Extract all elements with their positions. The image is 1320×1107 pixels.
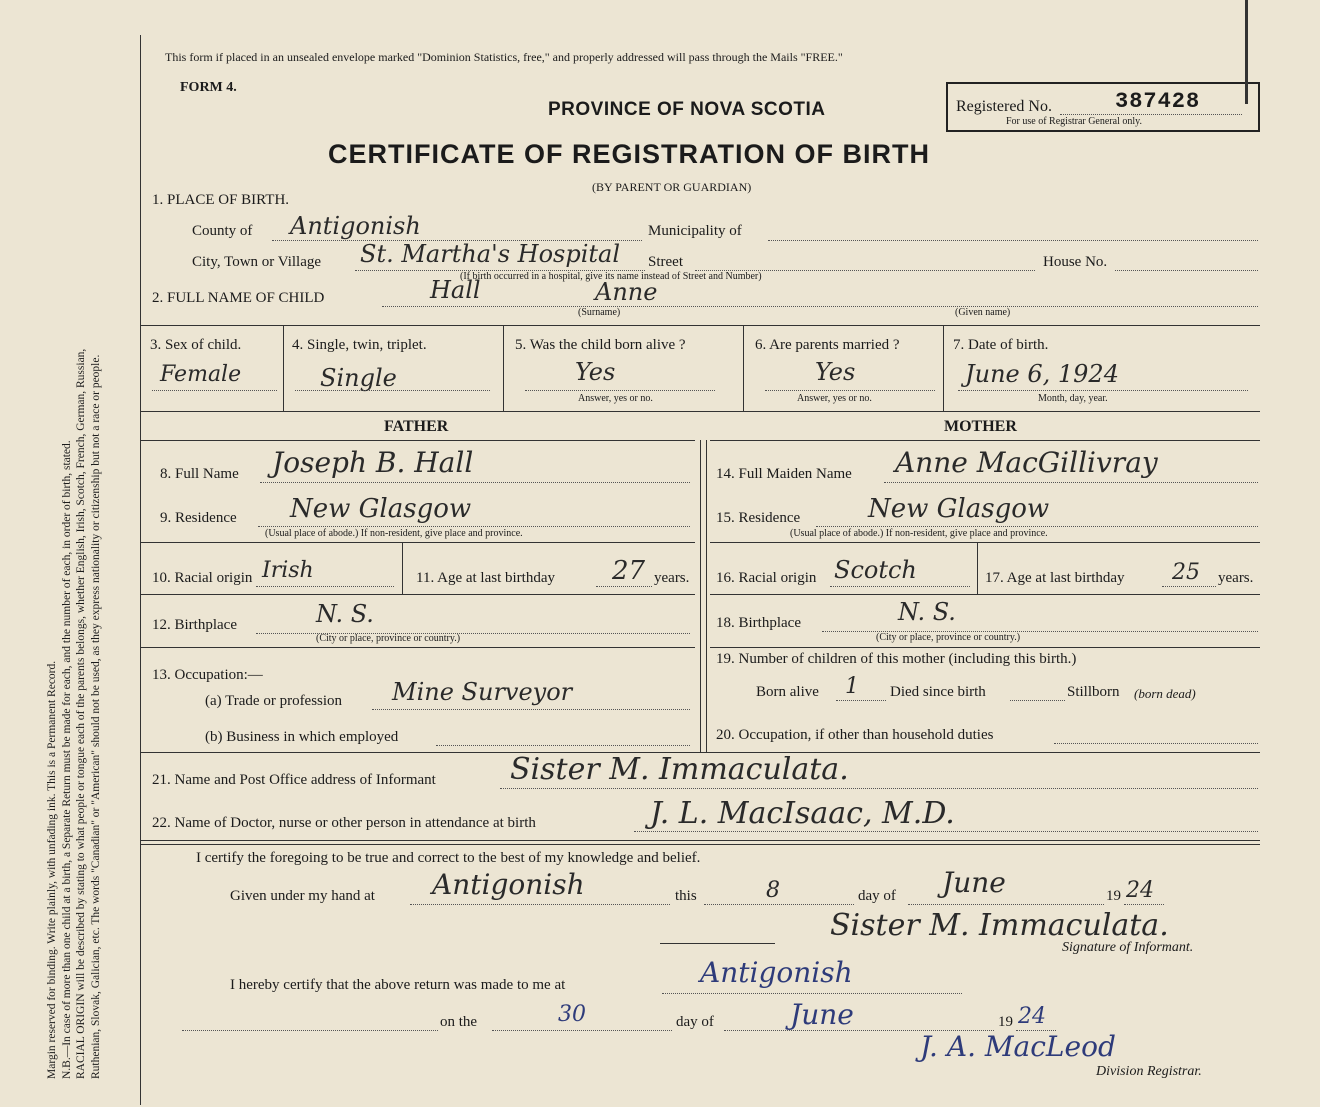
divider-3-4: [283, 326, 284, 411]
sex-label: 3. Sex of child.: [150, 337, 242, 353]
informant-dots: [500, 788, 1258, 789]
sex-dots: [152, 390, 277, 391]
business-dots: [436, 745, 690, 746]
left-border: [140, 35, 141, 1105]
mother-residence-note: (Usual place of abode.) If non-resident, give place and province.: [790, 528, 1048, 539]
doctor-dots: [634, 831, 1258, 832]
registrar-day-dots: [492, 1030, 672, 1031]
mother-name-dots: [884, 482, 1258, 483]
month-dots: [908, 904, 1104, 905]
given-place-value: Antigonish: [432, 868, 585, 901]
given-note: (Given name): [955, 307, 1011, 318]
parents-married-dots: [765, 390, 935, 391]
registrar-year-value: 24: [1018, 1004, 1046, 1029]
child-name-dots: [382, 306, 1258, 307]
place-of-birth-label: 1. PLACE OF BIRTH.: [152, 192, 290, 208]
father-race-label: 10. Racial origin: [152, 570, 253, 586]
father-birthplace-value: N. S.: [316, 600, 374, 628]
hospital-note: (If birth occurred in a hospital, give its name instead of Street and Number): [460, 271, 762, 282]
father-age-label: 11. Age at last birthday: [416, 570, 555, 586]
municipality-label: Municipality of: [648, 223, 742, 239]
mother-age-label: 17. Age at last birthday: [985, 570, 1125, 586]
county-value: Antigonish: [290, 212, 421, 240]
father-race-age-divider: [402, 543, 403, 594]
page-title: CERTIFICATE OF REGISTRATION OF BIRTH: [328, 139, 930, 169]
child-surname: Hall: [430, 276, 481, 304]
plurality-dots: [295, 390, 490, 391]
certify-year-value: 24: [1126, 878, 1154, 903]
stillborn-label: Stillborn: [1067, 684, 1120, 700]
divider-5-6: [743, 326, 744, 411]
father-birthplace-label: 12. Birthplace: [152, 617, 237, 633]
doctor-label: 22. Name of Doctor, nurse or other person in attendance at birth: [152, 815, 536, 831]
registrar-statement: I hereby certify that the above return was made to me at: [230, 977, 566, 993]
mother-age-dots: [1162, 586, 1216, 587]
registrar-signature: J. A. MacLeod: [920, 1030, 1116, 1063]
rule-before-certify-2: [140, 844, 1260, 845]
father-race-value: Irish: [262, 558, 314, 583]
informant-label: 21. Name and Post Office address of Informant: [152, 772, 436, 788]
father-residence-value: New Glasgow: [290, 494, 472, 524]
died-dots: [1010, 700, 1065, 701]
father-residence-dots: [258, 526, 690, 527]
born-alive-count-label: Born alive: [756, 684, 819, 700]
father-birthplace-note: (City or place, province or country.): [316, 633, 461, 644]
informant-signature-label: Signature of Informant.: [1062, 940, 1194, 955]
registrar-place-value: Antigonish: [700, 956, 853, 989]
mother-age-value: 25: [1172, 560, 1200, 585]
business-label: (b) Business in which employed: [205, 729, 399, 745]
father-rule-1: [140, 440, 695, 441]
rule-after-name: [140, 325, 1260, 326]
postal-note: This form if placed in an unsealed envelope marked "Dominion Statistics, free," and properly addressed will pass through the Mails "FREE.": [165, 50, 843, 64]
dob-note: Month, day, year.: [1038, 393, 1108, 404]
mother-birthplace-value: N. S.: [898, 598, 956, 626]
stillborn-note: (born dead): [1134, 686, 1196, 701]
trade-value: Mine Surveyor: [392, 678, 573, 706]
registered-label: Registered No.: [956, 98, 1052, 115]
mother-race-label: 16. Racial origin: [716, 570, 817, 586]
registrar-month-value: June: [790, 998, 854, 1031]
father-name-label: 8. Full Name: [160, 466, 239, 482]
mother-birthplace-label: 18. Birthplace: [716, 615, 801, 631]
dob-label: 7. Date of birth.: [953, 337, 1049, 353]
given-place-dots: [410, 904, 670, 905]
father-age-unit: years.: [654, 570, 690, 586]
registrar-lead-dots: [182, 1030, 438, 1031]
registrar-signature-label: Division Registrar.: [1096, 1064, 1202, 1079]
informant-value: Sister M. Immaculata.: [510, 752, 849, 787]
margin-line-4: Ruthenian, Slovak, Galician, etc. The words "Canadian" or "American" should not be used, as they express nationality or citizenship but not a race or people.: [89, 354, 102, 1079]
mother-heading: MOTHER: [944, 418, 1017, 435]
divider-father-mother: [700, 440, 701, 752]
father-name-value: Joseph B. Hall: [272, 446, 474, 479]
born-alive-label: 5. Was the child born alive ?: [515, 337, 686, 353]
registrar-on-label: on the: [440, 1014, 478, 1030]
parents-married-note: Answer, yes or no.: [797, 393, 872, 404]
certify-statement: I certify the foregoing to be true and correct to the best of my knowledge and belief.: [196, 850, 701, 866]
mother-rule-1: [710, 440, 1260, 441]
born-alive-value: Yes: [575, 358, 616, 386]
mother-name-value: Anne MacGillivray: [895, 446, 1158, 479]
trade-label: (a) Trade or profession: [205, 693, 343, 709]
rule-after-row3: [140, 411, 1260, 412]
registrar-day-value: 30: [558, 1002, 586, 1027]
father-occupation-label: 13. Occupation:—: [152, 667, 263, 683]
certify-day-label: day of: [858, 888, 896, 904]
ink-mark: [1245, 0, 1248, 104]
child-given-name: Anne: [595, 278, 658, 306]
house-dots: [1115, 270, 1258, 271]
father-rule-4: [140, 647, 695, 648]
mother-occupation-dots: [1054, 743, 1258, 744]
mother-race-value: Scotch: [834, 556, 917, 584]
center-short-rule: [660, 943, 775, 944]
rule-before-certify: [140, 840, 1260, 841]
father-race-dots: [256, 586, 394, 587]
given-under-hand-label: Given under my hand at: [230, 888, 375, 904]
city-label: City, Town or Village: [192, 254, 322, 270]
born-alive-dots: [525, 390, 715, 391]
doctor-value: J. L. MacIsaac, M.D.: [650, 796, 955, 831]
father-age-dots: [596, 586, 652, 587]
parents-married-label: 6. Are parents married ?: [755, 337, 900, 353]
dob-dots: [958, 390, 1248, 391]
registered-number: 387428: [1115, 89, 1201, 114]
certify-year-dots: [1124, 904, 1164, 905]
mother-birthplace-note: (City or place, province or country.): [876, 632, 1021, 643]
dob-value: June 6, 1924: [965, 360, 1119, 388]
informant-signature: Sister M. Immaculata.: [830, 908, 1169, 943]
died-label: Died since birth: [890, 684, 986, 700]
mother-rule-3: [710, 594, 1260, 595]
mother-race-dots: [830, 586, 970, 587]
born-alive-note: Answer, yes or no.: [578, 393, 653, 404]
mother-race-age-divider: [977, 543, 978, 594]
mother-name-label: 14. Full Maiden Name: [716, 466, 852, 482]
trade-dots: [372, 709, 690, 710]
certify-day-value: 8: [766, 878, 780, 903]
form-number: FORM 4.: [180, 80, 237, 95]
mother-residence-dots: [816, 526, 1258, 527]
child-name-label: 2. FULL NAME OF CHILD: [152, 290, 325, 306]
children-count-label: 19. Number of children of this mother (including this birth.): [716, 651, 1077, 667]
father-residence-label: 9. Residence: [160, 510, 237, 526]
registrar-note: For use of Registrar General only.: [1006, 116, 1142, 127]
county-label: County of: [192, 223, 253, 239]
registered-dots: [1060, 114, 1242, 115]
certify-year-prefix: 19: [1106, 888, 1121, 904]
certify-month-value: June: [942, 866, 1006, 899]
this-label: this: [675, 888, 697, 904]
mother-occupation-label: 20. Occupation, if other than household duties: [716, 727, 994, 743]
born-alive-count-value: 1: [845, 674, 859, 699]
father-age-value: 27: [612, 556, 646, 586]
day-dots: [704, 904, 854, 905]
street-label: Street: [648, 254, 683, 270]
margin-line-3: RACIAL ORIGIN will be described by stating to what people or tongue each of the parents belongs, whether English, Irish, Scotch, French, German, Russian,: [75, 348, 87, 1079]
divider-4-5: [503, 326, 504, 411]
father-name-dots: [260, 482, 690, 483]
surname-note: (Surname): [578, 307, 621, 318]
mother-residence-label: 15. Residence: [716, 510, 801, 526]
plurality-label: 4. Single, twin, triplet.: [292, 337, 427, 353]
father-residence-note: (Usual place of abode.) If non-resident, give place and province.: [265, 528, 523, 539]
margin-line-1: Margin reserved for binding. Write plainly, with unfading ink. This is a Permanent Record.: [46, 660, 58, 1079]
sex-value: Female: [160, 362, 242, 387]
margin-line-2: N.B.—In case of more than one child at a birth, a Separate Return must be made for each, and the number of each, in order of birth, stated.: [60, 440, 73, 1079]
registrar-year-prefix: 19: [998, 1014, 1013, 1030]
plurality-value: Single: [320, 364, 397, 392]
father-rule-3: [140, 594, 695, 595]
registrar-place-dots: [662, 993, 962, 994]
parents-married-value: Yes: [815, 358, 856, 386]
margin-notes: [45, 59, 103, 1079]
house-label: House No.: [1043, 254, 1108, 270]
province-heading: PROVINCE OF NOVA SCOTIA: [548, 99, 826, 120]
mother-age-unit: years.: [1218, 570, 1254, 586]
municipality-dots: [768, 240, 1258, 241]
mother-residence-value: New Glasgow: [868, 494, 1050, 524]
born-alive-count-dots: [836, 700, 886, 701]
city-value: St. Martha's Hospital: [360, 240, 621, 268]
page-subtitle: (BY PARENT OR GUARDIAN): [592, 180, 752, 194]
registrar-day-label: day of: [676, 1014, 714, 1030]
divider-6-7: [943, 326, 944, 411]
divider-father-mother-2: [706, 440, 707, 752]
father-heading: FATHER: [384, 418, 449, 435]
mother-rule-4: [710, 647, 1260, 648]
mother-rule-2: [710, 542, 1260, 543]
father-rule-2: [140, 542, 695, 543]
